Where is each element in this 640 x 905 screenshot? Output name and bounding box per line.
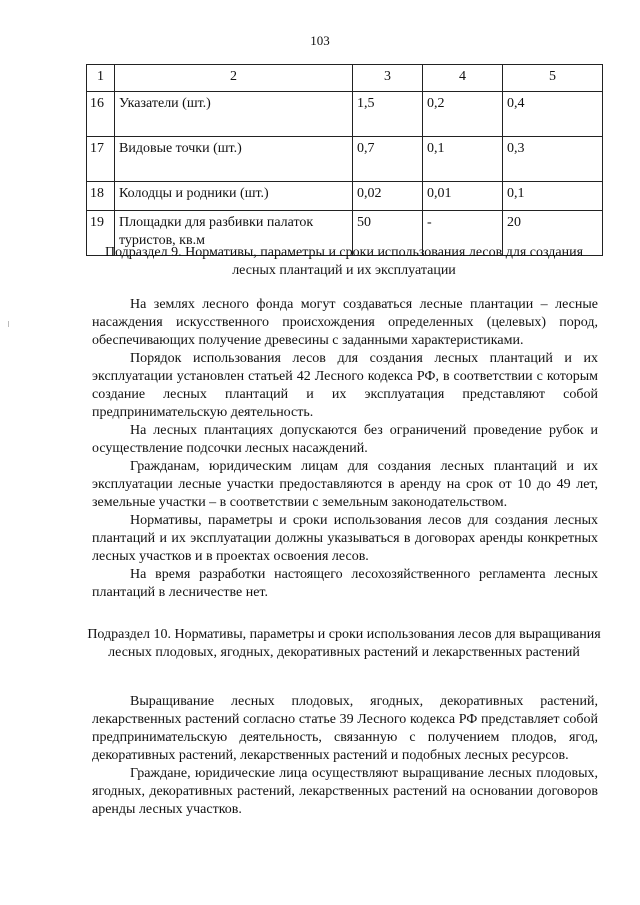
table-header-cell: 1	[87, 65, 115, 92]
table-header-row	[87, 65, 603, 92]
paragraph: Выращивание лесных плодовых, ягодных, декоративных растений, лекарственных растений согласно статье 39 Лесного кодекса РФ представляет собой предпринимательскую деятельность, связанную с получением плодов, ягод, декоративных растений, лекарственных растений и подобных лесных ресурсов.	[92, 694, 598, 763]
table-cell: 0,1	[503, 182, 603, 211]
table-header-cell: 5	[503, 65, 603, 92]
paragraph: На лесных плантациях допускаются без ограничений проведение рубок и осуществление подсочки лесных насаждений.	[92, 423, 598, 456]
paragraph: Нормативы, параметры и сроки использования лесов для создания лесных плантаций и их эксплуатации должны указываться в договорах аренды конкретных лесных участков и в проектах освоения лесов.	[92, 513, 598, 564]
table-row	[87, 137, 603, 182]
table-cell: Колодцы и родники (шт.)	[115, 182, 353, 211]
table-cell: 0,02	[353, 182, 423, 211]
page-number: 103	[310, 33, 330, 48]
table-cell: Видовые точки (шт.)	[115, 137, 353, 182]
table-row	[87, 92, 603, 137]
paragraph: На время разработки настоящего лесохозяйственного регламента лесных плантаций в лесничестве нет.	[92, 567, 598, 600]
table-header-cell: 2	[115, 65, 353, 92]
section9-heading: Подраздел 9. Нормативы, параметры и сроки использования лесов для создания лесных плантаций и их эксплуатации	[104, 245, 584, 278]
paragraph: Порядок использования лесов для создания лесных плантаций и их эксплуатации установлен статьей 42 Лесного кодекса РФ, в соответствии с которым создание лесных плантаций и их эксплуатация представляют собой предпринимательскую деятельность.	[92, 351, 598, 420]
table-header-cell: 3	[353, 65, 423, 92]
norms-table	[86, 64, 603, 256]
table-cell: 0,1	[423, 137, 503, 182]
table-cell: -	[423, 211, 503, 256]
table-row	[87, 182, 603, 211]
section10-heading: Подраздел 10. Нормативы, параметры и сроки использования лесов для выращивания лесных плодовых, ягодных, декоративных растений и лекарственных растений	[87, 627, 601, 660]
table-cell: 0,3	[503, 137, 603, 182]
table-cell: 0,2	[423, 92, 503, 137]
table-cell: Площадки для разбивки палаток туристов, кв.м	[115, 211, 353, 256]
table-cell: 0,7	[353, 137, 423, 182]
section10-body	[92, 693, 598, 819]
paragraph: Гражданам, юридическим лицам для создания лесных плантаций и их эксплуатации лесные участки предоставляются в аренду на срок от 10 до 49 лет, земельные участки – в соответствии с земельным законодательством.	[92, 459, 598, 510]
table-cell: 0,4	[503, 92, 603, 137]
paragraph: Граждане, юридические лица осуществляют выращивание лесных плодовых, ягодных, декоративных растений, лекарственных растений на основании договоров аренды лесных участков.	[92, 766, 598, 817]
table-cell: 16	[87, 92, 115, 137]
table-cell: Указатели (шт.)	[115, 92, 353, 137]
table-cell: 19	[87, 211, 115, 256]
table-cell: 20	[503, 211, 603, 256]
margin-mark	[8, 321, 9, 327]
table-cell: 17	[87, 137, 115, 182]
table-cell: 0,01	[423, 182, 503, 211]
table-header-cell: 4	[423, 65, 503, 92]
table-cell: 18	[87, 182, 115, 211]
paragraph: На землях лесного фонда могут создаваться лесные плантации – лесные насаждения искусственного происхождения определенных (целевых) пород, обеспечивающих получение древесины с заданными характеристиками.	[92, 297, 598, 348]
table-cell: 1,5	[353, 92, 423, 137]
table-cell: 50	[353, 211, 423, 256]
section9-body	[92, 296, 598, 602]
